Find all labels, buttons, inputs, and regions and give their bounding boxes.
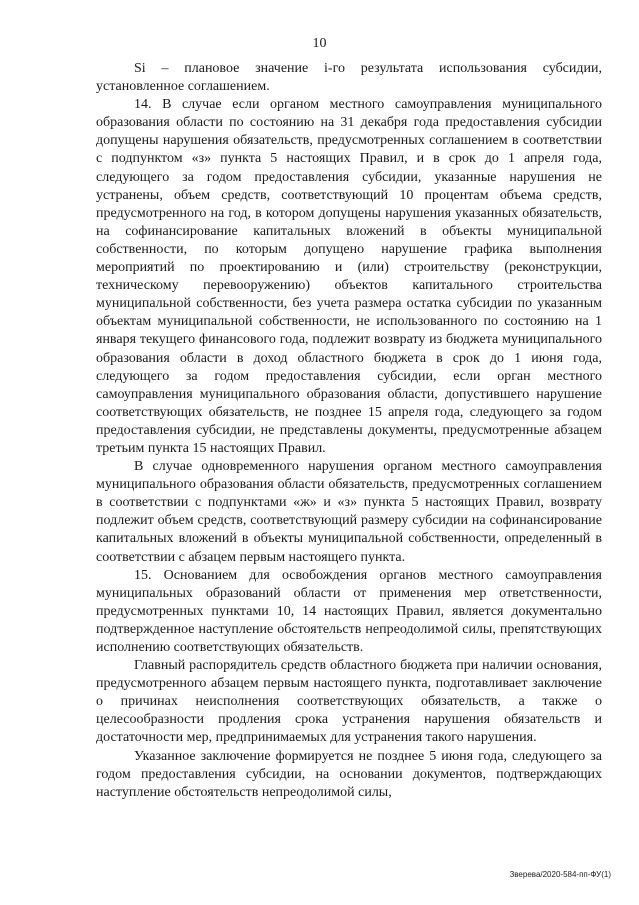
paragraph-clause-14: 14. В случае если органом местного самоуправления муниципального образования области по состоянию на 31 декабря года предоставления субсидии допущены нарушения обязательств, предусмотренных соглашением в соответствии с подпунктом «з» пункта 5 настоящих Правил, и в срок до 1 апреля года, следующего за годом предоставления субсидии, указанные нарушения не устранены, объем средств, соответствующий 10 процентам объема средств, предусмотренного на год, в котором допущены нарушения указанных обязательств, на софинансирование капитальных вложений в объекты муниципальной собственности, по которым допущено нарушение графика выполнения мероприятий по проектированию и (или) строительству (реконструкции, техническому перевооружению) объектов капитального строительства муниципальной собственности, без учета размера остатка субсидии по указанным объектам муниципальной собственности, не использованного по состоянию на 1 января текущего финансового года, подлежит возврату из бюджета муниципального образования области в доход областного бюджета в срок до 1 июня года, следующего за годом предоставления субсидии, если орган местного самоуправления муниципального образования области, допустившего нарушение соответствующих обязательств, не позднее 15 апреля года, следующего за годом предоставления субсидии, не представлены документы, предусмотренные абзацем третьим пункта 15 настоящих Правил. — [96, 97, 602, 456]
paragraph-simultaneous-violation: В случае одновременного нарушения органом местного самоуправления муниципального образования области обязательств, предусмотренных соглашением в соответствии с подпунктами «ж» и «з» пункта 5 настоящих Правил, возврату подлежит объем средств, соответствующий размеру субсидии на софинансирование капитальных вложений в объекты муниципальной собственности, определенный в соответствии с абзацем первым настоящего пункта. — [96, 459, 602, 565]
paragraph-clause-15: 15. Основанием для освобождения органов местного самоуправления муниципальных образований области от применения мер ответственности, предусмотренных пунктами 10, 14 настоящих Правил, является документально подтвержденное наступление обстоятельств непреодолимой силы, препятствующих исполнению соответствующих обязательств. — [96, 567, 602, 655]
paragraph-chief-administrator: Главный распорядитель средств областного бюджета при наличии основания, предусмотренного абзацем первым настоящего пункта, подготавливает заключение о причинах неисполнения соответствующих обязательств, а также о целесообразности продления срока устранения нарушения обязательств и достаточности мер, предпринимаемых для устранения такого нарушения. — [96, 658, 602, 746]
document-footer-code: Зверева/2020-584-пп-ФУ(1) — [509, 870, 611, 879]
paragraph-conclusion-deadline: Указанное заключение формируется не позднее 5 июня года, следующего за годом предоставления субсидии, на основании документов, подтверждающих наступление обстоятельств непреодолимой силы, — [96, 748, 602, 800]
document-body — [96, 60, 602, 802]
page-number: 10 — [312, 36, 327, 51]
paragraph-si-definition: Si – плановое значение i-го результата использования субсидии, установленное соглашением. — [96, 61, 602, 95]
